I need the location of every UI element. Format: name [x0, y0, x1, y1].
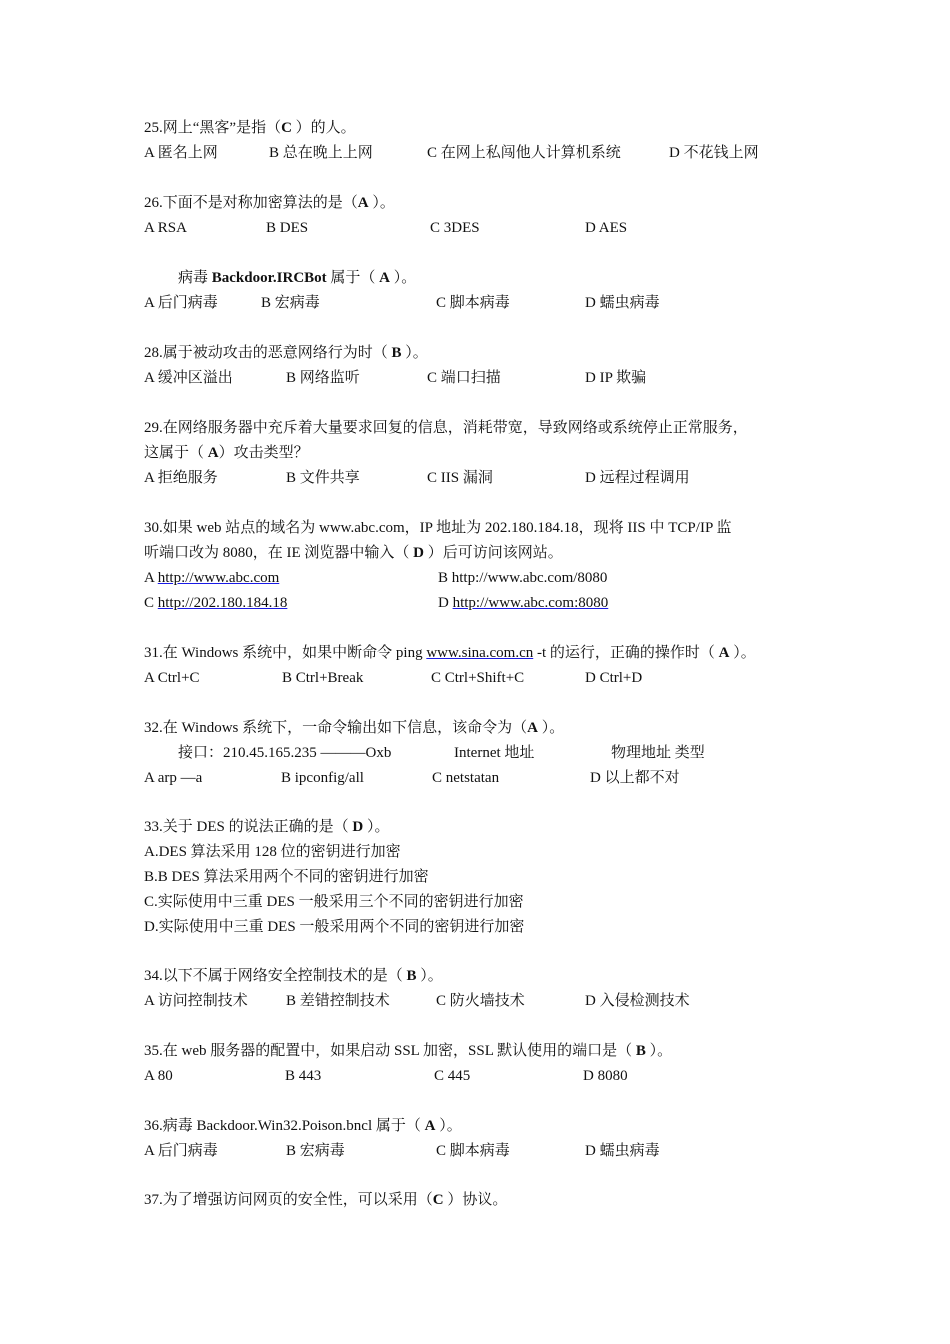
option-d: D 入侵检测技术 — [585, 993, 690, 1009]
option-a: A arp —a — [144, 770, 203, 786]
option-c: C 脚本病毒 — [436, 1143, 510, 1159]
option-d: D 以上都不对 — [590, 770, 680, 786]
question-36-stem: 36.病毒 Backdoor.Win32.Poison.bncl 属于（ A ）。 — [144, 1118, 462, 1134]
option-c: C.实际使用中三重 DES 一般采用三个不同的密钥进行加密 — [144, 894, 524, 910]
option-b: B 443 — [285, 1068, 322, 1084]
option-d: D.实际使用中三重 DES 一般采用两个不同的密钥进行加密 — [144, 919, 525, 935]
option-d: D Ctrl+D — [585, 670, 643, 686]
option-a: A 匿名上网 — [144, 145, 218, 161]
option-d: D 不花钱上网 — [669, 145, 759, 161]
option-b: B http://www.abc.com/8080 — [438, 570, 608, 586]
option-a: A 后门病毒 — [144, 295, 218, 311]
option-c: C 防火墙技术 — [436, 993, 525, 1009]
option-d: D AES — [585, 220, 628, 236]
question-25-stem: 25.网上“黑客”是指（C ）的人。 — [144, 120, 356, 136]
option-c: C http://202.180.184.18 — [144, 595, 288, 611]
question-26-stem: 26.下面不是对称加密算法的是（A ）。 — [144, 195, 395, 211]
option-a: A 拒绝服务 — [144, 470, 218, 486]
option-d: D 8080 — [583, 1068, 628, 1084]
url-link[interactable]: http://www.abc.com — [157, 570, 280, 586]
option-b: B 文件共享 — [286, 470, 360, 486]
option-a: A 缓冲区溢出 — [144, 370, 233, 386]
url-link[interactable]: http://202.180.184.18 — [157, 595, 288, 611]
option-a: A 80 — [144, 1068, 173, 1084]
url-link[interactable]: www.sina.com.cn — [426, 645, 534, 661]
option-d: D IP 欺骗 — [585, 370, 647, 386]
option-a: A.DES 算法采用 128 位的密钥进行加密 — [144, 844, 401, 860]
option-b: B DES — [266, 220, 309, 236]
option-b: B Ctrl+Break — [282, 670, 364, 686]
option-a: A 后门病毒 — [144, 1143, 218, 1159]
option-c: C IIS 漏洞 — [427, 470, 493, 486]
question-30-stem-cont: 听端口改为 8080，在 IE 浏览器中输入（ D ）后可访问该网站。 — [144, 545, 563, 561]
question-29-stem: 29.在网络服务器中充斥着大量要求回复的信息，消耗带宽，导致网络或系统停止正常服务， — [144, 420, 748, 436]
option-d: D 蠕虫病毒 — [585, 295, 660, 311]
option-b: B 差错控制技术 — [286, 993, 390, 1009]
option-c: C 脚本病毒 — [436, 295, 510, 311]
option-c: C 端口扫描 — [427, 370, 501, 386]
question-33-stem: 33.关于 DES 的说法正确的是（ D ）。 — [144, 819, 390, 835]
question-30-stem: 30.如果 web 站点的域名为 www.abc.com，IP 地址为 202.180.184.18，现将 IIS 中 TCP/IP 监 — [144, 520, 732, 536]
option-a: A Ctrl+C — [144, 670, 200, 686]
command-output-internet-address: Internet 地址 — [454, 745, 535, 761]
option-d: D 远程过程调用 — [585, 470, 690, 486]
url-link[interactable]: http://www.abc.com:8080 — [452, 595, 609, 611]
option-b: B ipconfig/all — [281, 770, 364, 786]
question-34-stem: 34.以下不属于网络安全控制技术的是（ B ）。 — [144, 968, 443, 984]
option-a: A http://www.abc.com — [144, 570, 280, 586]
question-32-stem: 32.在 Windows 系统下，一命令输出如下信息，该命令为（A ）。 — [144, 720, 565, 736]
question-29-stem-cont: 这属于（ A）攻击类型？ — [144, 445, 309, 461]
command-output-interface: 接口：210.45.165.235 ———Oxb — [178, 745, 392, 761]
option-c: C 3DES — [430, 220, 480, 236]
command-output-physical-address: 物理地址 类型 — [611, 745, 705, 761]
option-b: B 宏病毒 — [261, 295, 320, 311]
option-b: B 宏病毒 — [286, 1143, 345, 1159]
option-a: A RSA — [144, 220, 187, 236]
question-35-stem: 35.在 web 服务器的配置中，如果启动 SSL 加密，SSL 默认使用的端口是（ B ）。 — [144, 1043, 673, 1059]
option-c: C 445 — [434, 1068, 471, 1084]
option-c: C 在网上私闯他人计算机系统 — [427, 145, 621, 161]
option-b: B 总在晚上上网 — [269, 145, 373, 161]
option-c: C Ctrl+Shift+C — [431, 670, 525, 686]
option-a: A 访问控制技术 — [144, 993, 248, 1009]
question-31-stem: 31.在 Windows 系统中，如果中断命令 ping www.sina.com.cn -t 的运行，正确的操作时（ A ）。 — [144, 645, 756, 661]
question-28-stem: 28.属于被动攻击的恶意网络行为时（ B ）。 — [144, 345, 428, 361]
question-37-stem: 37.为了增强访问网页的安全性，可以采用（C ）协议。 — [144, 1192, 508, 1208]
option-d: D http://www.abc.com:8080 — [438, 595, 609, 611]
option-b: B 网络监听 — [286, 370, 360, 386]
option-d: D 蠕虫病毒 — [585, 1143, 660, 1159]
option-c: C netstatan — [432, 770, 500, 786]
option-b: B.B DES 算法采用两个不同的密钥进行加密 — [144, 869, 429, 885]
question-27-stem: 病毒 Backdoor.IRCBot 属于（ A ）。 — [178, 270, 417, 286]
